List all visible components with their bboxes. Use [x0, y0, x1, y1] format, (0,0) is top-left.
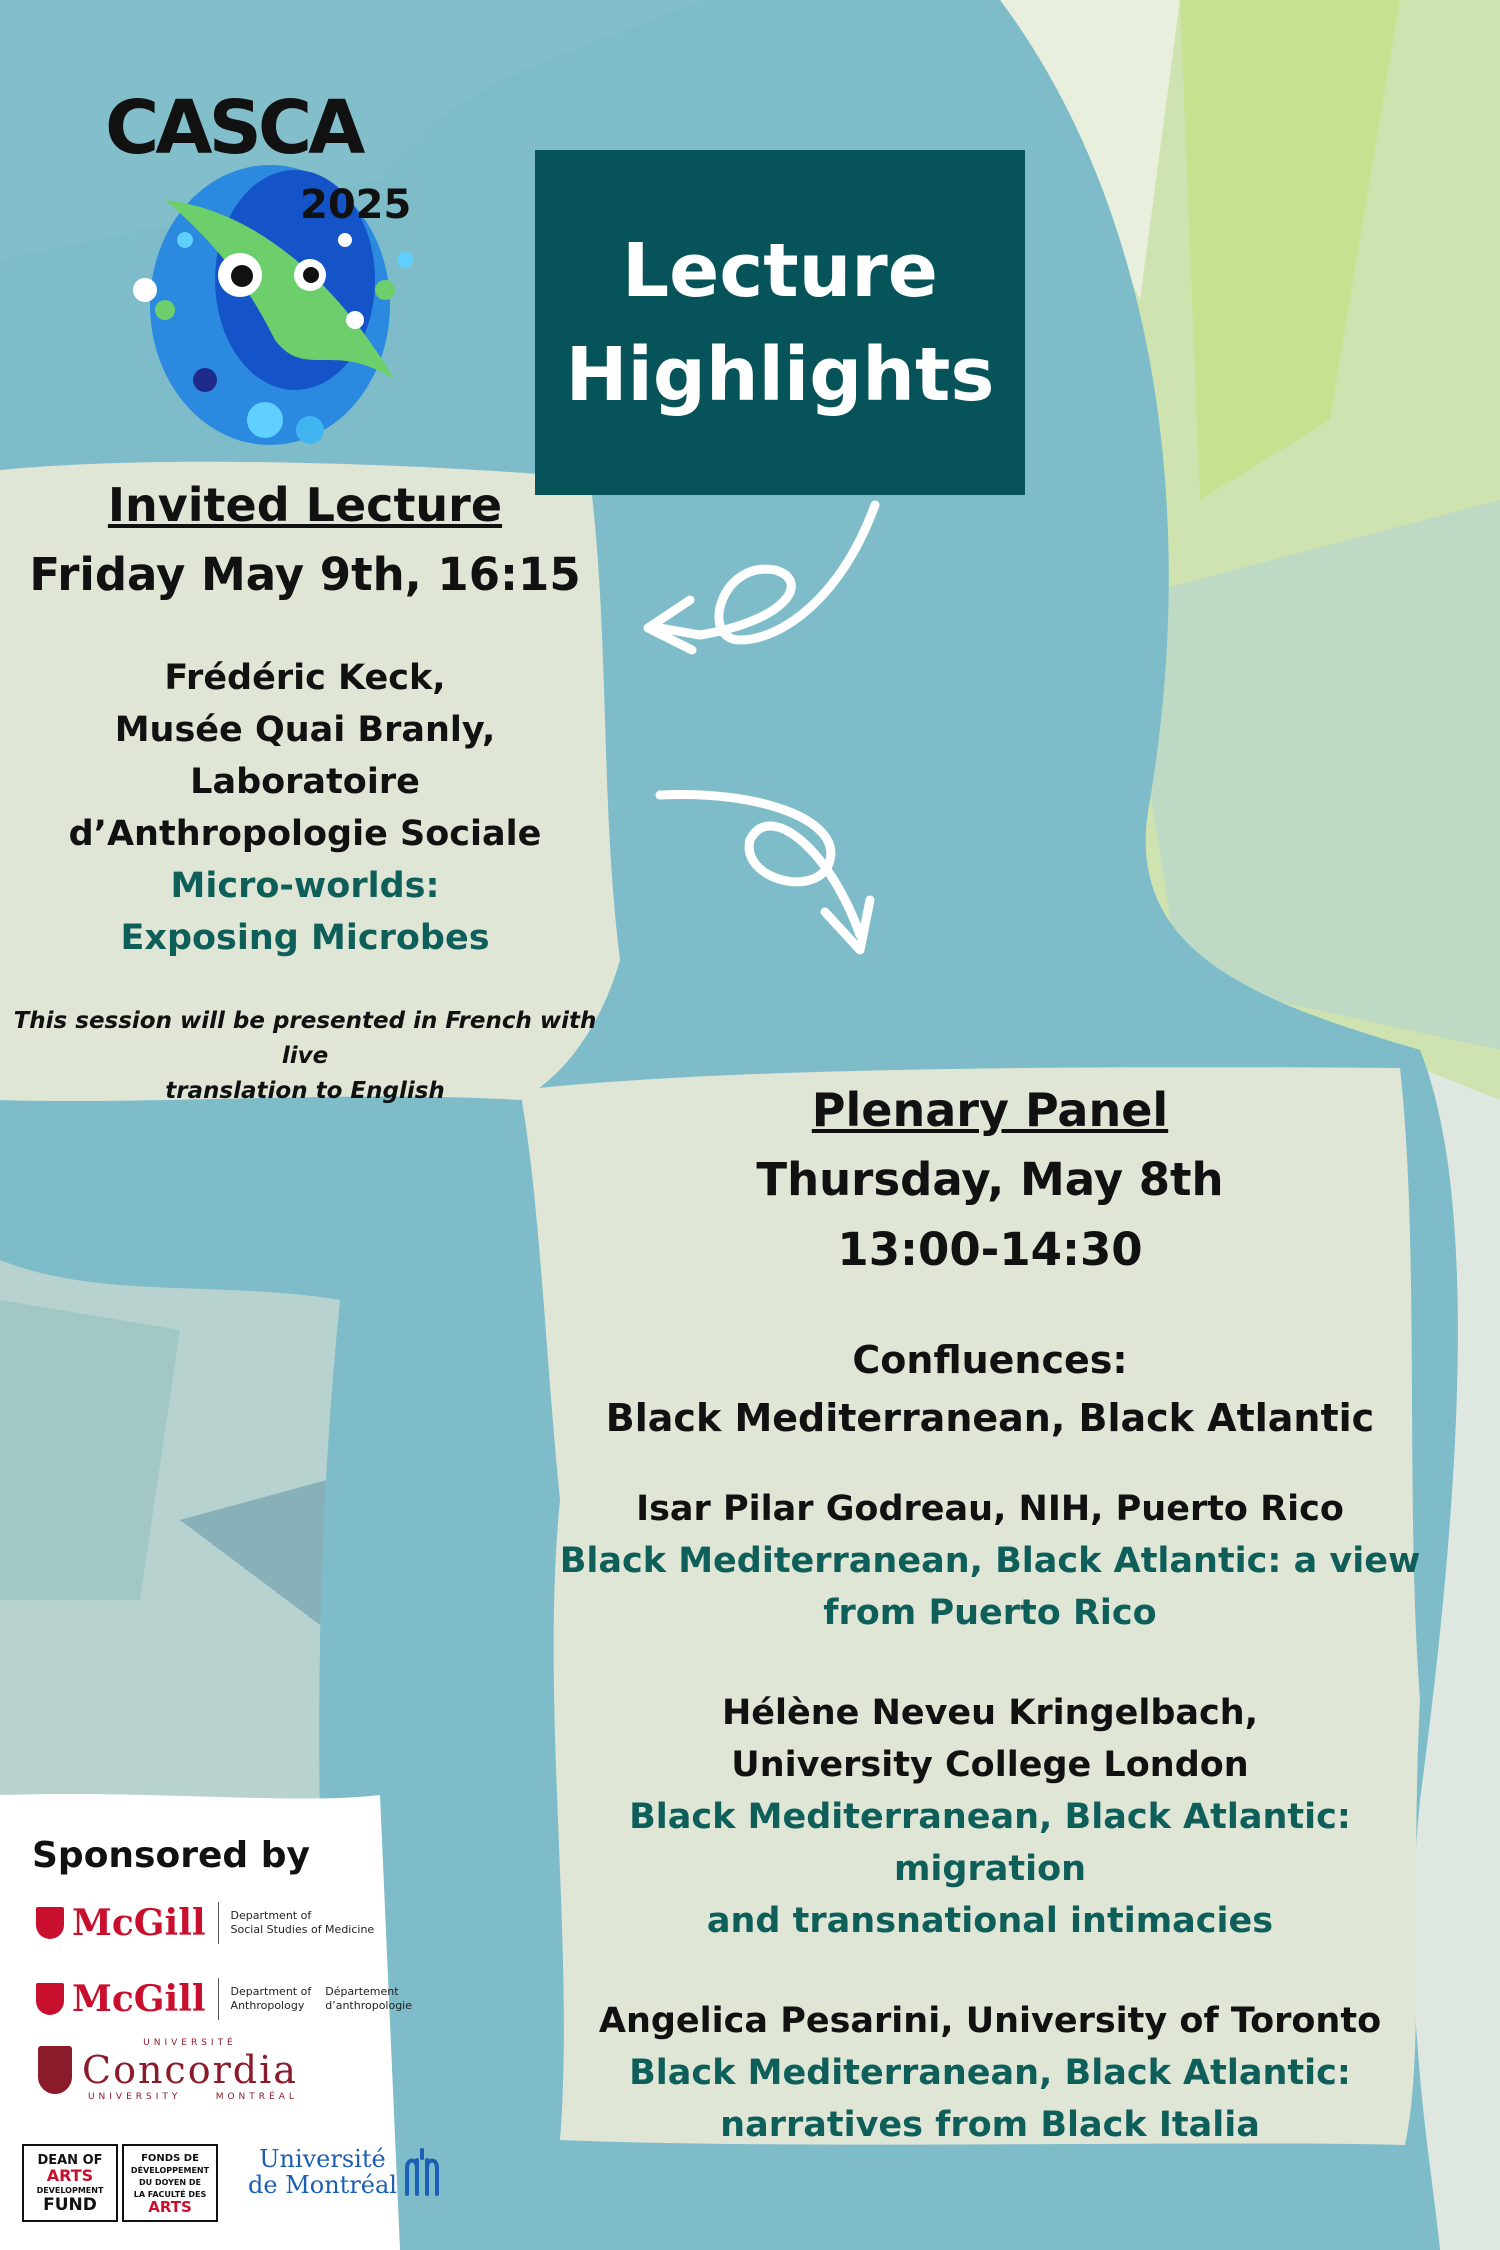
speaker-talk-line: Black Mediterranean, Black Atlantic: a view: [559, 1541, 1421, 1581]
invited-note-line: translation to English: [165, 1078, 445, 1104]
fund-line: FUND: [43, 2195, 97, 2215]
udem-line: de Montréal: [248, 2171, 397, 2199]
speaker-talk-line: from Puerto Rico: [823, 1593, 1157, 1633]
mcgill-dept-line: Social Studies of Medicine: [230, 1923, 375, 1936]
plenary-date: Thursday, May 8th: [756, 1153, 1224, 1206]
mcgill-name: McGill: [72, 1978, 219, 2020]
invited-speaker-line: d’Anthropologie Sociale: [68, 814, 542, 854]
mcgill-dept-fr: Département: [325, 1985, 399, 1998]
logo-year: 2025: [300, 182, 412, 228]
fund-line: ARTS: [46, 2166, 94, 2185]
fund-line: DEVELOPMENT: [36, 2186, 104, 2195]
invited-date: Friday May 9th, 16:15: [29, 548, 581, 601]
concordia-bottom: UNIVERSITY MONTRÉAL: [87, 2092, 298, 2102]
title-line-2: Highlights: [565, 331, 995, 418]
sponsors-title: Sponsored by: [32, 1835, 310, 1876]
mcgill-dept: [219, 1909, 375, 1937]
fonds-line: ARTS: [148, 2198, 192, 2216]
plenary-heading: Plenary Panel: [811, 1083, 1169, 1137]
mcgill-crest-icon: [36, 1907, 64, 1939]
mcgill-anthropology-logo: [36, 1978, 412, 2020]
speaker-talk-line: and transnational intimacies: [706, 1901, 1274, 1941]
fonds-line: LA FACULTÉ DES: [133, 2190, 207, 2199]
mcgill-dept-line: Department of: [230, 1909, 312, 1922]
mcgill-dept-en: Anthropology: [230, 1999, 305, 2012]
speaker-name-line: Isar Pilar Godreau, NIH, Puerto Rico: [636, 1489, 1344, 1529]
concordia-shield-icon: [38, 2046, 72, 2094]
fonds-line: DU DOYEN DE: [139, 2178, 201, 2187]
title-line-1: Lecture: [622, 227, 938, 314]
mcgill-dept-fr: d’anthropologie: [325, 1999, 413, 2012]
fund-line: DEAN OF: [37, 2153, 103, 2168]
invited-lecture-card: [0, 470, 610, 1109]
mcgill-crest-icon: [36, 1983, 64, 2015]
concordia-top: UNIVERSITÉ: [143, 2038, 237, 2048]
speaker-talk-line: Black Mediterranean, Black Atlantic:: [629, 2053, 1351, 2093]
invited-note-line: This session will be presented in French with live: [13, 1008, 597, 1069]
fonds-line: DÉVELOPPEMENT: [130, 2166, 210, 2175]
mcgill-ssom-logo: [36, 1902, 374, 1944]
udem-line: Université: [259, 2145, 386, 2173]
mcgill-name: McGill: [72, 1902, 219, 1944]
dean-of-arts-fund-logo: [22, 2144, 118, 2222]
speaker-talk-line: Black Mediterranean, Black Atlantic: migration: [629, 1797, 1351, 1889]
arts-funds-logos: [22, 2144, 218, 2222]
invited-talk-line: Micro-worlds:: [170, 866, 440, 906]
plenary-theme-line: Black Mediterranean, Black Atlantic: [605, 1396, 1375, 1440]
plenary-panel-card: [540, 1075, 1440, 2151]
speaker-talk-line: narratives from Black Italia: [720, 2105, 1260, 2145]
plenary-theme-line: Confluences:: [852, 1338, 1128, 1382]
udem-name: [248, 2146, 397, 2198]
fonds-logo: [122, 2144, 218, 2222]
speaker-name-line: Angelica Pesarini, University of Toronto: [598, 2001, 1382, 2041]
invited-speaker-line: Frédéric Keck,: [164, 658, 446, 698]
concordia-name: Concordia: [82, 2048, 298, 2092]
concordia-logo: [38, 2038, 298, 2102]
udem-emblem-icon: [403, 2148, 443, 2196]
invited-heading: Invited Lecture: [107, 478, 503, 532]
fonds-line: FONDS DE: [141, 2153, 199, 2164]
invited-talk-line: Exposing Microbes: [120, 918, 490, 958]
logo-wordmark: CASCA: [105, 85, 362, 171]
udem-logo: [248, 2146, 443, 2198]
speaker-name-line: University College London: [731, 1745, 1249, 1785]
speaker-name-line: Hélène Neveu Kringelbach,: [721, 1693, 1258, 1733]
mcgill-dept-en: Department of: [230, 1985, 312, 1998]
title-box: [535, 150, 1025, 495]
mcgill-dept: [219, 1985, 412, 2013]
invited-speaker-line: Musée Quai Branly, Laboratoire: [114, 710, 496, 802]
plenary-time: 13:00-14:30: [837, 1223, 1143, 1276]
